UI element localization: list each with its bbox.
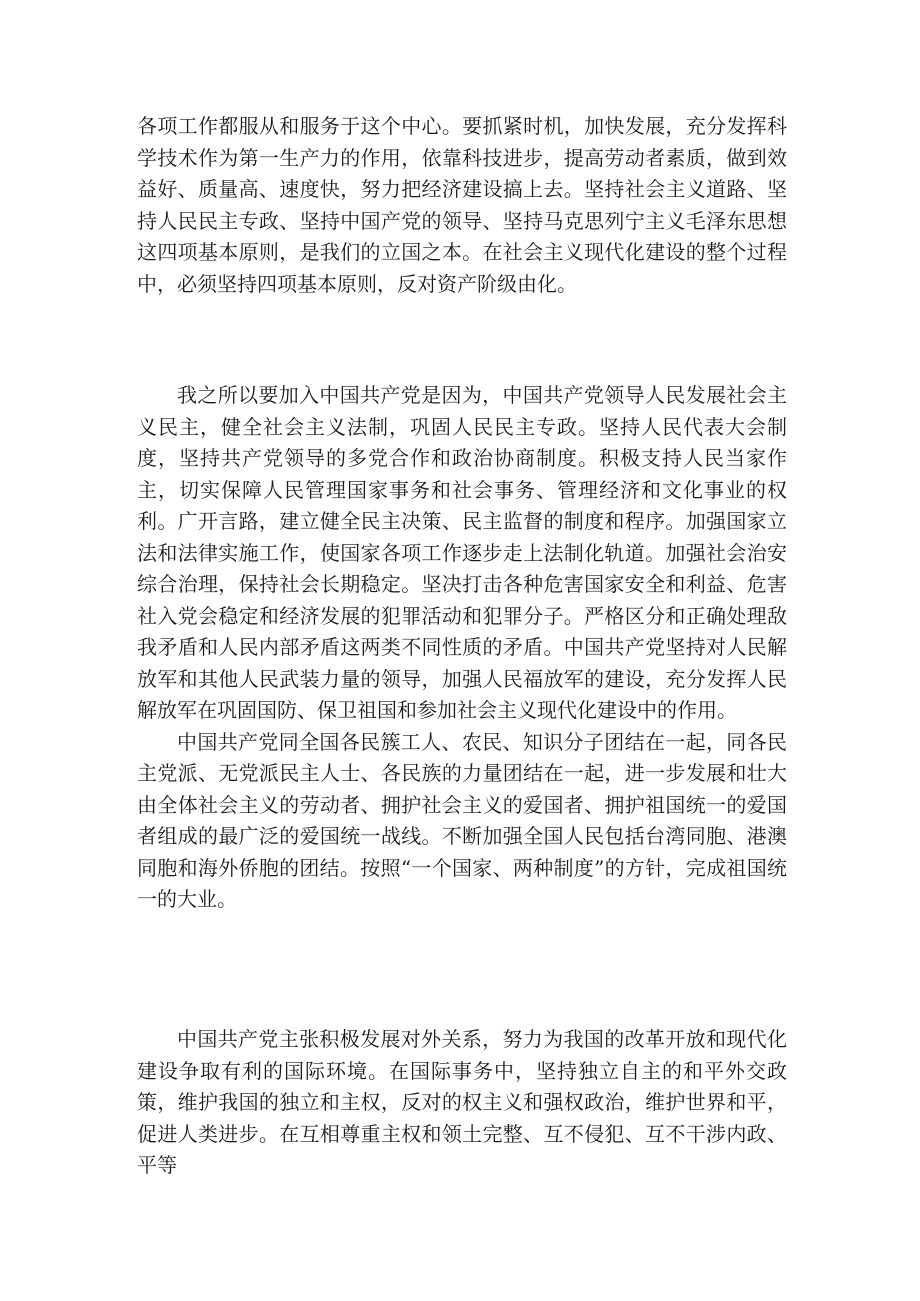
paragraph-united-front: 中国共产党同全国各民簇工人、农民、知识分子团结在一起，同各民主党派、无党派民主人士、各民族的力量团结在一起，进一步发展和壮大由全体社会主义的劳动者、拥护社会主义的爱国者、拥护祖国统一的爱国者组成的最广泛的爱国统一战线。不断加强全国人民包括台湾同胞、港澳同胞和海外侨胞的团结。按照“一个国家、两种制度”的方针，完成祖国统一的大业。 [137, 729, 787, 911]
paragraph-reason-join: 我之所以要加入中国共产党是因为，中国共产党领导人民发展社会主义民主，健全社会主义法制，巩固人民民主专政。坚持人民代表大会制度，坚持共产党领导的多党合作和政治协商制度。积极支持人民当家作主，切实保障人民管理国家事务和社会事务、管理经济和文化事业的权利。广开言路，建立健全民主决策、民主监督的制度和程序。加强国家立法和法律实施工作，使国家各项工作逐步走上法制化轨道。加强社会治安综合治理，保持社会长期稳定。坚决打击各种危害国家安全和利益、危害社入党会稳定和经济发展的犯罪活动和犯罪分子。严格区分和正确处理敌我矛盾和人民内部矛盾这两类不同性质的矛盾。中国共产党坚持对人民解放军和其他人民武装力量的领导，加强人民福放军的建设，充分发挥人民解放军在巩固国防、保卫祖国和参加社会主义现代化建设中的作用。 [137, 383, 787, 722]
text-block-3 [137, 1024, 787, 1182]
text-block-2 [137, 380, 787, 916]
paragraph-continued: 各项工作都服从和服务于这个中心。要抓紧时机，加快发展，充分发挥科学技术作为第一生产力的作用，依靠科技进步，提高劳动者素质，做到效益好、质量高、速度快，努力把经济建设搞上去。坚持社会主义道路、坚持人民民主专政、坚持中国产党的领导、坚持马克思列宁主义毛泽东思想这四项基本原则，是我们的立国之本。在社会主义现代化建设的整个过程中，必须坚持四项基本原则，反对资产阶级由化。 [137, 114, 787, 296]
text-block-1 [137, 111, 787, 300]
paragraph-foreign-relations: 中国共产党主张积极发展对外关系，努力为我国的改革开放和现代化建设争取有利的国际环境。在国际事务中，坚持独立自主的和平外交政策，维护我国的独立和主权，反对的权主义和强权政治，维护世界和平，促进人类进步。在互相尊重主权和领土完整、互不侵犯、互不干涉内政、平等 [137, 1027, 787, 1177]
